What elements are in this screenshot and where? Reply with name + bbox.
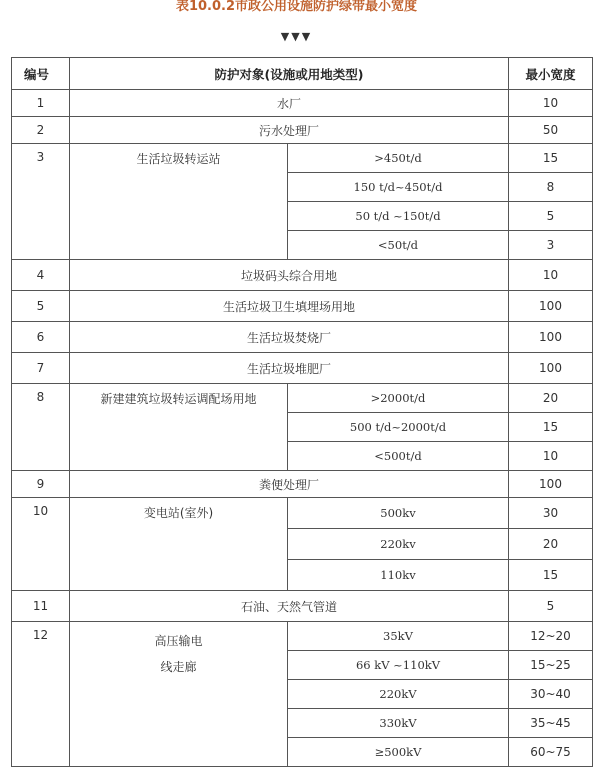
table-row	[12, 622, 593, 651]
row-no: 7	[12, 353, 70, 384]
row-width: 12~20	[509, 622, 593, 651]
row-width: 100	[509, 322, 593, 353]
row-condition: >450t/d	[288, 144, 509, 173]
header-width: 最小宽度	[509, 58, 593, 90]
row-condition: 220kV	[288, 680, 509, 709]
row-width: 10	[509, 90, 593, 117]
row-no: 5	[12, 291, 70, 322]
row-object: 生活垃圾转运站	[70, 144, 288, 260]
table-row	[12, 291, 593, 322]
row-no: 12	[12, 622, 70, 767]
row-no: 4	[12, 260, 70, 291]
table-row	[12, 591, 593, 622]
row-no: 6	[12, 322, 70, 353]
row-width: 8	[509, 173, 593, 202]
header-no: 编号	[12, 58, 70, 90]
row-no: 1	[12, 90, 70, 117]
table-title: 表10.0.2市政公用设施防护绿带最小宽度	[175, 0, 418, 14]
row-object: 垃圾码头综合用地	[70, 260, 509, 291]
row-condition: <50t/d	[288, 231, 509, 260]
row-width: 15	[509, 144, 593, 173]
row-width: 10	[509, 260, 593, 291]
table-row	[12, 498, 593, 529]
row-condition: 500kv	[288, 498, 509, 529]
row-condition: 110kv	[288, 560, 509, 591]
row-width: 50	[509, 117, 593, 144]
row-width: 100	[509, 471, 593, 498]
row-no: 11	[12, 591, 70, 622]
row-width: 20	[509, 384, 593, 413]
row-object: 变电站(室外)	[70, 498, 288, 591]
row-no: 9	[12, 471, 70, 498]
row-object-line: 线走廊	[160, 660, 197, 674]
table-row	[12, 384, 593, 413]
row-width: 10	[509, 442, 593, 471]
row-object: 生活垃圾焚烧厂	[70, 322, 509, 353]
row-object: 石油、天然气管道	[70, 591, 509, 622]
row-condition: 66 kV ~110kV	[288, 651, 509, 680]
row-no: 2	[12, 117, 70, 144]
row-width: 15	[509, 413, 593, 442]
row-no: 10	[12, 498, 70, 591]
row-condition: 220kv	[288, 529, 509, 560]
row-condition: ≥500kV	[288, 738, 509, 767]
row-width: 15~25	[509, 651, 593, 680]
header-object: 防护对象(设施或用地类型)	[70, 58, 509, 90]
table-row	[12, 117, 593, 144]
row-object: 污水处理厂	[70, 117, 509, 144]
row-object: 水厂	[70, 90, 509, 117]
table-row	[12, 353, 593, 384]
row-width: 100	[509, 291, 593, 322]
row-condition: <500t/d	[288, 442, 509, 471]
row-condition: 50 t/d ~150t/d	[288, 202, 509, 231]
table-row	[12, 144, 593, 173]
table-row	[12, 471, 593, 498]
row-width: 35~45	[509, 709, 593, 738]
row-condition: 150 t/d~450t/d	[288, 173, 509, 202]
row-object: 粪便处理厂	[70, 471, 509, 498]
row-object	[70, 622, 288, 767]
row-width: 100	[509, 353, 593, 384]
row-object: 新建建筑垃圾转运调配场用地	[70, 384, 288, 471]
table-row	[12, 90, 593, 117]
row-condition: 500 t/d~2000t/d	[288, 413, 509, 442]
row-width: 60~75	[509, 738, 593, 767]
row-no: 8	[12, 384, 70, 471]
row-width: 5	[509, 202, 593, 231]
table-row	[12, 260, 593, 291]
row-width: 3	[509, 231, 593, 260]
row-width: 15	[509, 560, 593, 591]
row-width: 30	[509, 498, 593, 529]
table-header-row	[12, 58, 593, 90]
green-belt-table	[11, 57, 593, 767]
row-width: 20	[509, 529, 593, 560]
arrow-down-icon: ▼▼▼	[280, 30, 313, 43]
row-object: 生活垃圾卫生填埋场用地	[70, 291, 509, 322]
row-condition: 35kV	[288, 622, 509, 651]
row-object-line: 高压输电	[154, 634, 203, 648]
table-row	[12, 322, 593, 353]
row-object: 生活垃圾堆肥厂	[70, 353, 509, 384]
row-no: 3	[12, 144, 70, 260]
row-width: 30~40	[509, 680, 593, 709]
row-condition: >2000t/d	[288, 384, 509, 413]
row-width: 5	[509, 591, 593, 622]
row-condition: 330kV	[288, 709, 509, 738]
